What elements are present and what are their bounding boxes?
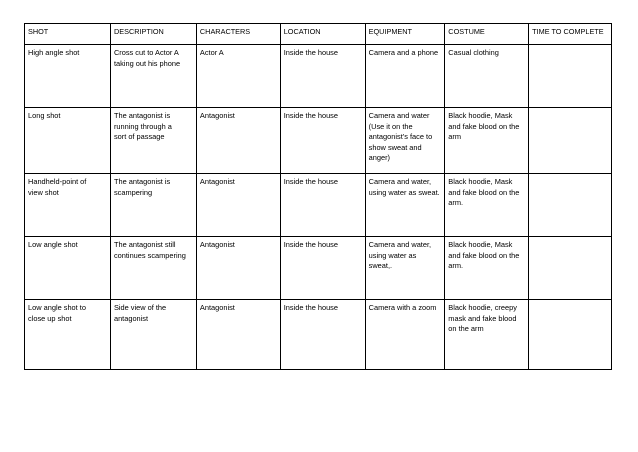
cell-time [529, 237, 612, 300]
cell-text: Inside the house [283, 177, 338, 186]
cell-description [110, 45, 196, 108]
cell-location [280, 300, 365, 370]
cell-text: Inside the house [283, 111, 338, 120]
cell-shot [25, 108, 111, 174]
cell-equipment [365, 108, 445, 174]
cell-characters [196, 108, 280, 174]
cell-text: Handheld-point of view shot [28, 177, 87, 197]
cell-text: Inside the house [283, 303, 338, 312]
cell-location [280, 237, 365, 300]
cell-text: Antagonist [199, 303, 235, 312]
cell-text: Inside the house [283, 240, 338, 249]
cell-text: The antagonist still continues scampering [113, 240, 186, 260]
cell-text: Casual clothing [448, 48, 499, 57]
cell-text: Black hoodie, Mask and fake blood on the arm. [448, 177, 520, 208]
cell-description [110, 237, 196, 300]
cell-equipment [365, 45, 445, 108]
cell-text: Actor A [199, 48, 224, 57]
cell-location [280, 174, 365, 237]
table-row [25, 108, 612, 174]
header-row [25, 24, 612, 45]
cell-characters [196, 45, 280, 108]
cell-text: Low angle shot to close up shot [28, 303, 86, 323]
cell-equipment [365, 300, 445, 370]
cell-characters [196, 174, 280, 237]
cell-text: Camera and a phone [368, 48, 439, 57]
cell-time [529, 300, 612, 370]
cell-text: Camera with a zoom [368, 303, 437, 312]
table-row [25, 300, 612, 370]
cell-text: High angle shot [28, 48, 80, 57]
header-shot: SHOT [25, 24, 111, 45]
table-row [25, 45, 612, 108]
cell-text: Long shot [28, 111, 61, 120]
header-time-to-complete: TIME TO COMPLETE [529, 24, 612, 45]
shot-list-sheet [24, 23, 612, 370]
cell-location [280, 45, 365, 108]
cell-time [529, 108, 612, 174]
cell-text: The antagonist is scampering [113, 177, 171, 197]
cell-text: Side view of the antagonist [113, 303, 167, 323]
cell-equipment [365, 174, 445, 237]
cell-shot [25, 237, 111, 300]
cell-costume [445, 45, 529, 108]
cell-text: Antagonist [199, 177, 235, 186]
cell-text: Camera and water, using water as sweat,. [368, 240, 432, 271]
cell-costume [445, 174, 529, 237]
header-characters: CHARACTERS [196, 24, 280, 45]
cell-characters [196, 300, 280, 370]
cell-text: Camera and water (Use it on the antagonist’s face to show sweat and anger) [368, 111, 433, 163]
cell-text: Antagonist [199, 240, 235, 249]
cell-costume [445, 300, 529, 370]
cell-characters [196, 237, 280, 300]
cell-shot [25, 300, 111, 370]
cell-time [529, 174, 612, 237]
cell-text: Inside the house [283, 48, 338, 57]
cell-costume [445, 237, 529, 300]
cell-text: The antagonist is running through a sort of passage [113, 111, 172, 142]
header-equipment: EQUIPMENT [365, 24, 445, 45]
cell-shot [25, 45, 111, 108]
cell-text: Cross cut to Actor A taking out his phone [113, 48, 181, 68]
header-description: DESCRIPTION [110, 24, 196, 45]
cell-text: Camera and water, using water as sweat. [368, 177, 440, 197]
cell-text: Black hoodie, Mask and fake blood on the arm. [448, 240, 520, 271]
cell-description [110, 300, 196, 370]
cell-location [280, 108, 365, 174]
header-location: LOCATION [280, 24, 365, 45]
cell-description [110, 174, 196, 237]
cell-shot [25, 174, 111, 237]
cell-time [529, 45, 612, 108]
cell-text: Antagonist [199, 111, 235, 120]
cell-description [110, 108, 196, 174]
header-costume: COSTUME [445, 24, 529, 45]
cell-equipment [365, 237, 445, 300]
cell-text: Low angle shot [28, 240, 78, 249]
shot-list-table [24, 23, 612, 370]
cell-text: Black hoodie, creepy mask and fake blood on the arm [448, 303, 517, 334]
cell-costume [445, 108, 529, 174]
table-row [25, 237, 612, 300]
cell-text: Black hoodie, Mask and fake blood on the arm [448, 111, 520, 142]
table-row [25, 174, 612, 237]
